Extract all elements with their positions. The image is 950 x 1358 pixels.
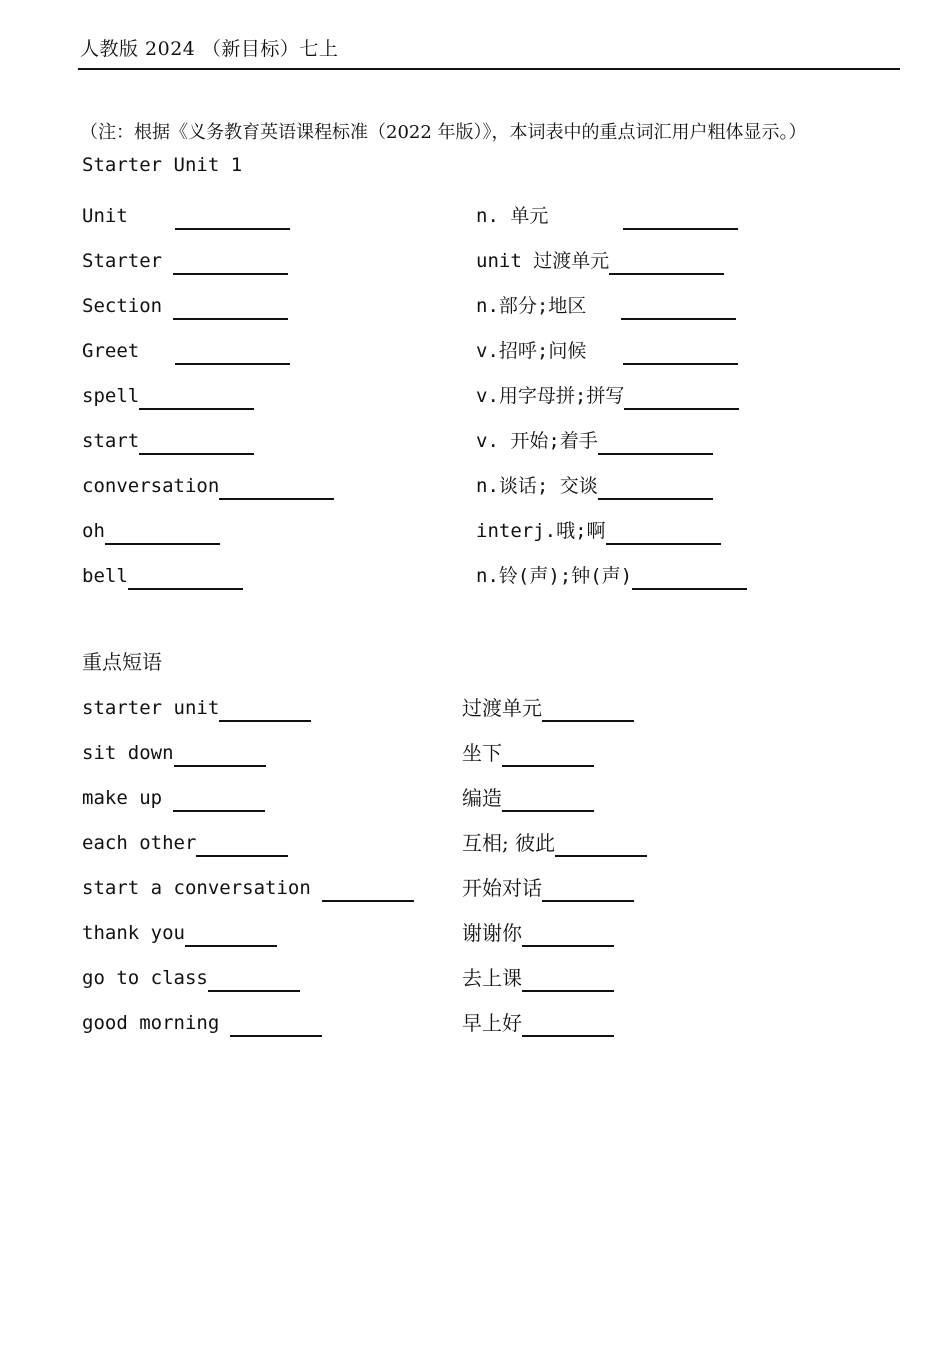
vocab-meaning: v.招呼;问候 — [476, 340, 587, 362]
phrase-text: good morning — [82, 1012, 220, 1034]
vocab-row-en — [82, 200, 290, 228]
phrase-text: starter unit — [82, 697, 220, 719]
vocab-row-en — [82, 470, 334, 498]
answer-blank[interactable] — [623, 228, 738, 230]
answer-blank[interactable] — [173, 273, 288, 275]
vocab-word: Greet — [82, 340, 140, 362]
answer-blank[interactable] — [175, 363, 290, 365]
phrase-text: go to class — [82, 967, 208, 989]
answer-blank[interactable] — [196, 855, 288, 857]
phrase-row-en — [82, 782, 265, 810]
phrase-row-en — [82, 872, 414, 900]
answer-blank[interactable] — [208, 990, 300, 992]
phrase-row-cn — [462, 827, 647, 855]
answer-blank[interactable] — [609, 273, 724, 275]
phrase-row-cn — [462, 872, 634, 900]
answer-blank[interactable] — [598, 453, 713, 455]
unit-title: Starter Unit 1 — [82, 154, 243, 176]
page-header-title: 人教版 2024 （新目标）七上 — [80, 38, 339, 60]
phrase-text: each other — [82, 832, 197, 854]
vocab-row-en — [82, 560, 243, 588]
vocab-row-cn — [476, 425, 713, 453]
vocab-row-en — [82, 380, 254, 408]
answer-blank[interactable] — [219, 720, 311, 722]
vocab-word: start — [82, 430, 140, 452]
answer-blank[interactable] — [174, 765, 266, 767]
phrase-row-en — [82, 827, 288, 855]
vocab-row-cn — [476, 470, 713, 498]
answer-blank[interactable] — [632, 588, 747, 590]
answer-blank[interactable] — [322, 900, 414, 902]
phrase-row-cn — [462, 737, 594, 765]
answer-blank[interactable] — [173, 318, 288, 320]
answer-blank[interactable] — [542, 720, 634, 722]
answer-blank[interactable] — [173, 810, 265, 812]
header-divider — [78, 68, 900, 70]
answer-blank[interactable] — [522, 990, 614, 992]
phrase-row-en — [82, 692, 311, 720]
vocab-meaning: unit 过渡单元 — [476, 250, 610, 272]
phrase-meaning: 过渡单元 — [462, 696, 542, 720]
phrase-meaning: 坐下 — [462, 741, 502, 765]
phrase-row-en — [82, 962, 300, 990]
answer-blank[interactable] — [105, 543, 220, 545]
vocab-meaning: n.谈话; 交谈 — [476, 475, 598, 497]
vocab-meaning: n.部分;地区 — [476, 295, 587, 317]
answer-blank[interactable] — [139, 453, 254, 455]
vocab-row-en — [82, 425, 254, 453]
phrase-text: make up — [82, 787, 163, 809]
phrase-row-en — [82, 917, 277, 945]
vocab-word: oh — [82, 520, 105, 542]
phrase-row-en — [82, 737, 266, 765]
answer-blank[interactable] — [606, 543, 721, 545]
answer-blank[interactable] — [624, 408, 739, 410]
vocab-meaning: interj.哦;啊 — [476, 520, 606, 542]
vocab-row-cn — [476, 335, 738, 363]
answer-blank[interactable] — [175, 228, 290, 230]
vocab-row-en — [82, 515, 220, 543]
phrase-row-cn — [462, 917, 614, 945]
answer-blank[interactable] — [219, 498, 334, 500]
phrase-text: sit down — [82, 742, 174, 764]
answer-blank[interactable] — [555, 855, 647, 857]
vocab-word: conversation — [82, 475, 220, 497]
vocab-row-en — [82, 335, 290, 363]
vocab-meaning: v. 开始;着手 — [476, 430, 598, 452]
vocab-row-cn — [476, 200, 738, 228]
vocab-word: Unit — [82, 205, 128, 227]
phrase-text: start a conversation — [82, 877, 311, 899]
answer-blank[interactable] — [598, 498, 713, 500]
vocab-meaning: v.用字母拼;拼写 — [476, 385, 625, 407]
answer-blank[interactable] — [230, 1035, 322, 1037]
vocab-word: spell — [82, 385, 140, 407]
vocab-word: Section — [82, 295, 163, 317]
phrases-title: 重点短语 — [82, 650, 162, 674]
phrase-meaning: 编造 — [462, 786, 502, 810]
answer-blank[interactable] — [623, 363, 738, 365]
phrase-row-cn — [462, 1007, 614, 1035]
answer-blank[interactable] — [502, 765, 594, 767]
answer-blank[interactable] — [522, 1035, 614, 1037]
phrase-meaning: 去上课 — [462, 966, 522, 990]
vocab-meaning: n. 单元 — [476, 205, 549, 227]
phrase-meaning: 互相; 彼此 — [462, 831, 556, 855]
answer-blank[interactable] — [128, 588, 243, 590]
vocab-word: Starter — [82, 250, 163, 272]
vocab-word: bell — [82, 565, 128, 587]
vocab-row-cn — [476, 515, 721, 543]
vocab-meaning: n.铃(声);钟(声) — [476, 565, 633, 587]
answer-blank[interactable] — [621, 318, 736, 320]
phrase-text: thank you — [82, 922, 185, 944]
phrase-meaning: 谢谢你 — [462, 921, 522, 945]
phrase-meaning: 早上好 — [462, 1011, 522, 1035]
phrase-row-cn — [462, 692, 634, 720]
phrase-row-en — [82, 1007, 322, 1035]
answer-blank[interactable] — [502, 810, 594, 812]
vocab-row-cn — [476, 560, 747, 588]
phrase-meaning: 开始对话 — [462, 876, 542, 900]
answer-blank[interactable] — [139, 408, 254, 410]
answer-blank[interactable] — [522, 945, 614, 947]
standard-note: （注：根据《义务教育英语课程标准（2022 年版）》，本词表中的重点词汇用户粗体显示。） — [80, 122, 807, 143]
vocab-row-en — [82, 245, 288, 273]
vocab-row-cn — [476, 245, 724, 273]
phrase-row-cn — [462, 962, 614, 990]
answer-blank[interactable] — [185, 945, 277, 947]
phrase-row-cn — [462, 782, 594, 810]
vocab-row-cn — [476, 380, 739, 408]
vocab-row-en — [82, 290, 288, 318]
vocab-row-cn — [476, 290, 736, 318]
answer-blank[interactable] — [542, 900, 634, 902]
